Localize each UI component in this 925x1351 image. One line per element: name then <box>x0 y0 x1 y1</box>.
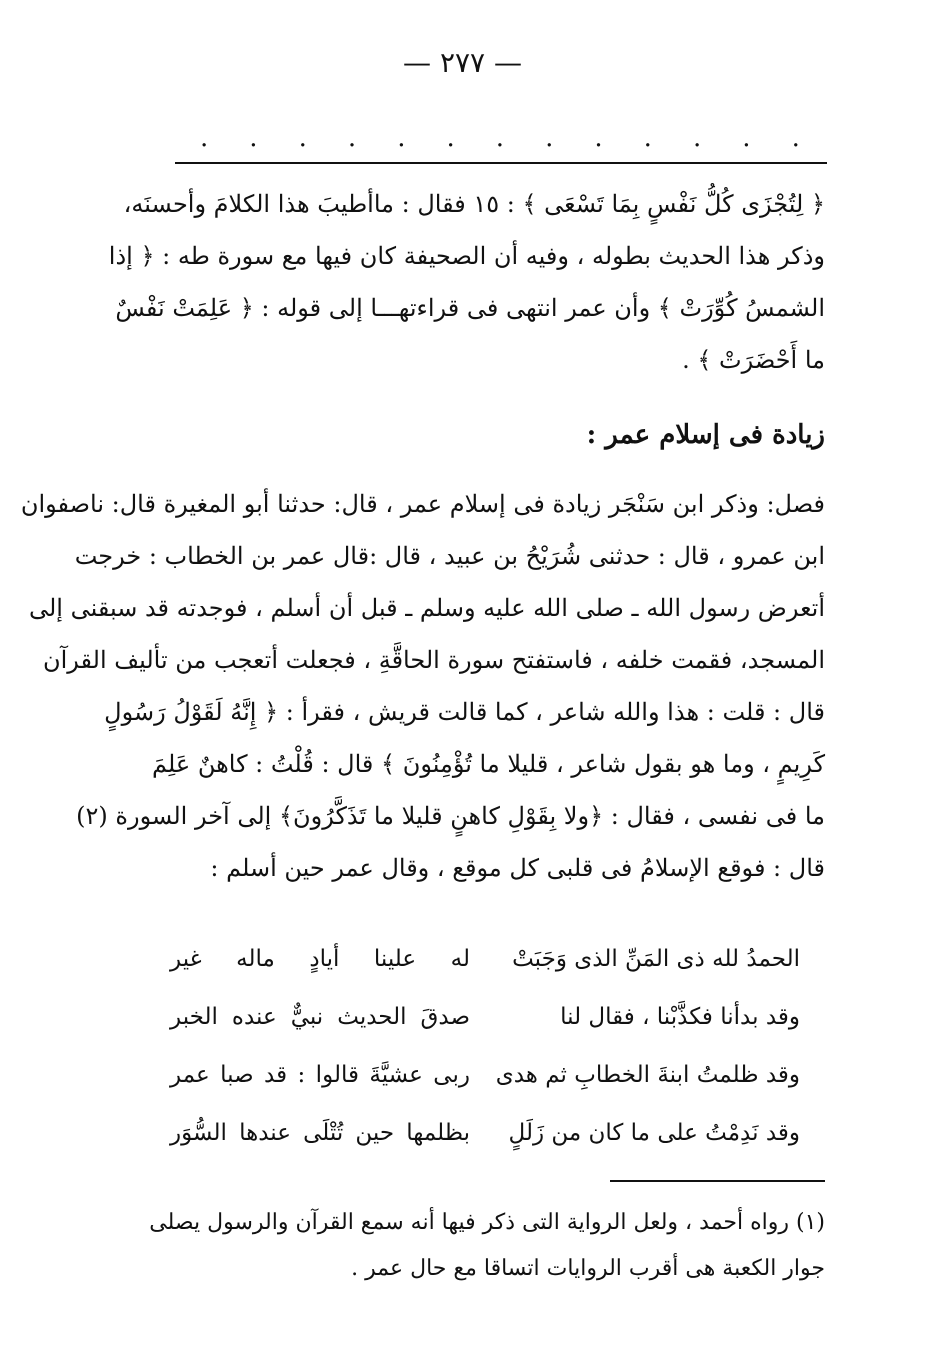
text-line: الشمسُ كُوِّرَتْ ﴾ وأن عمر انتهى فى قراءتهـــا إلى قوله : ﴿ عَلِمَتْ نَفْسٌ <box>115 294 825 322</box>
dot: . <box>742 123 751 153</box>
top-rule <box>175 162 827 164</box>
verse-first-hemistich: وقد ظلمتُ ابنةَ الخطابِ ثم هدى <box>495 1062 800 1088</box>
paragraph-continuation <box>108 178 825 386</box>
verse-second-hemistich: ربى عشيَّةَ قالوا : قد صبا عمر <box>170 1062 470 1088</box>
dot: . <box>643 123 652 153</box>
poem <box>170 930 800 1162</box>
dot: . <box>298 123 307 153</box>
verse-second-hemistich: بظلمها حين تُتْلَى عندها السُّوَر <box>170 1120 470 1146</box>
page-number: — ٢٧٧ — <box>403 46 522 79</box>
text-line: أتعرض رسول الله ـ صلى الله عليه وسلم ـ قبل أن أسلم ، فوجدته قد سبقنى إلى <box>28 594 825 622</box>
section-heading: زيادة فى إسلام عمر : <box>586 420 825 450</box>
footnote-rule <box>610 1180 825 1182</box>
verse-second-hemistich: له علينا أيادٍ ماله غير <box>170 946 470 972</box>
dot: . <box>249 123 258 153</box>
text-line: ما أَحْضَرَتْ ﴾ . <box>682 346 825 374</box>
footnote-line: (١) رواه أحمد ، ولعل الرواية التى ذكر فيها أنه سمع القرآن والرسول يصلى <box>149 1210 825 1235</box>
dot: . <box>692 123 702 153</box>
dot: . <box>594 123 603 153</box>
verse-first-hemistich: وقد بدأنا فكذَّبْنا ، فقال لنا <box>560 1004 800 1030</box>
dot: . <box>200 123 209 153</box>
poem-verse <box>170 1046 800 1104</box>
poem-verse <box>170 930 800 988</box>
dot: . <box>397 123 406 153</box>
text-line: ابن عمرو ، قال : حدثنى شُرَيْحُ بن عبيد ، قال :قال عمر بن الخطاب : خرجت <box>74 542 825 570</box>
text-line: قال : فوقع الإسلامُ فى قلبى كل موقع ، وقال عمر حين أسلم : <box>210 854 825 882</box>
text-line: كَرِيمٍ ، وما هو بقول شاعر ، قليلا ما تُؤْمِنُونَ ﴾ قال : قُلْتُ : كاهنٌ عَلِمَ <box>151 750 825 778</box>
paragraph-main <box>20 478 825 894</box>
separator-dots <box>200 123 800 153</box>
dot: . <box>545 123 554 153</box>
dot: . <box>446 123 455 153</box>
footnote-line: جوار الكعبة هى أقرب الروايات اتساقا مع حال عمر . <box>351 1256 825 1281</box>
poem-verse <box>170 1104 800 1162</box>
verse-first-hemistich: وقد نَدِمْتُ على ما كان من زَلَلٍ <box>508 1120 800 1146</box>
dot: . <box>495 123 505 153</box>
text-line: فصل: وذكر ابن سَنْجَر زيادة فى إسلام عمر ، قال: حدثنا أبو المغيرة قال: ناصفوان <box>20 490 825 518</box>
dot: . <box>347 123 357 153</box>
text-line: قال : قلت : هذا والله شاعر ، كما قالت قريش ، فقرأ : ﴿ إِنَّهُ لَقَوْلُ رَسُولٍ <box>104 698 825 726</box>
verse-second-hemistich: صدقَ الحديث نبيٌّ عنده الخبر <box>170 1004 470 1030</box>
text-line: المسجد، فقمت خلفه ، فاستفتح سورة الحاقَّةِ ، فجعلت أتعجب من تأليف القرآن <box>42 646 825 674</box>
poem-verse <box>170 988 800 1046</box>
text-line: ﴿ لِتُجْزَى كُلُّ نَفْسٍ بِمَا تَسْعَى ﴾ : ١٥ فقال : ماأطيبَ هذا الكلامَ وأحسنَه، <box>123 190 825 218</box>
verse-first-hemistich: الحمدُ لله ذى المَنِّ الذى وَجَبَتْ <box>512 946 800 972</box>
footnote <box>149 1200 825 1292</box>
dot: . <box>791 123 800 153</box>
text-line: ما فى نفسى ، فقال : ﴿ولا بِقَوْلِ كاهنٍ قليلا ما تَذَكَّرُونَ﴾ إلى آخر السورة (٢) <box>76 802 825 830</box>
text-line: وذكر هذا الحديث بطوله ، وفيه أن الصحيفة كان فيها مع سورة طه : ﴿ إذا <box>108 242 825 270</box>
